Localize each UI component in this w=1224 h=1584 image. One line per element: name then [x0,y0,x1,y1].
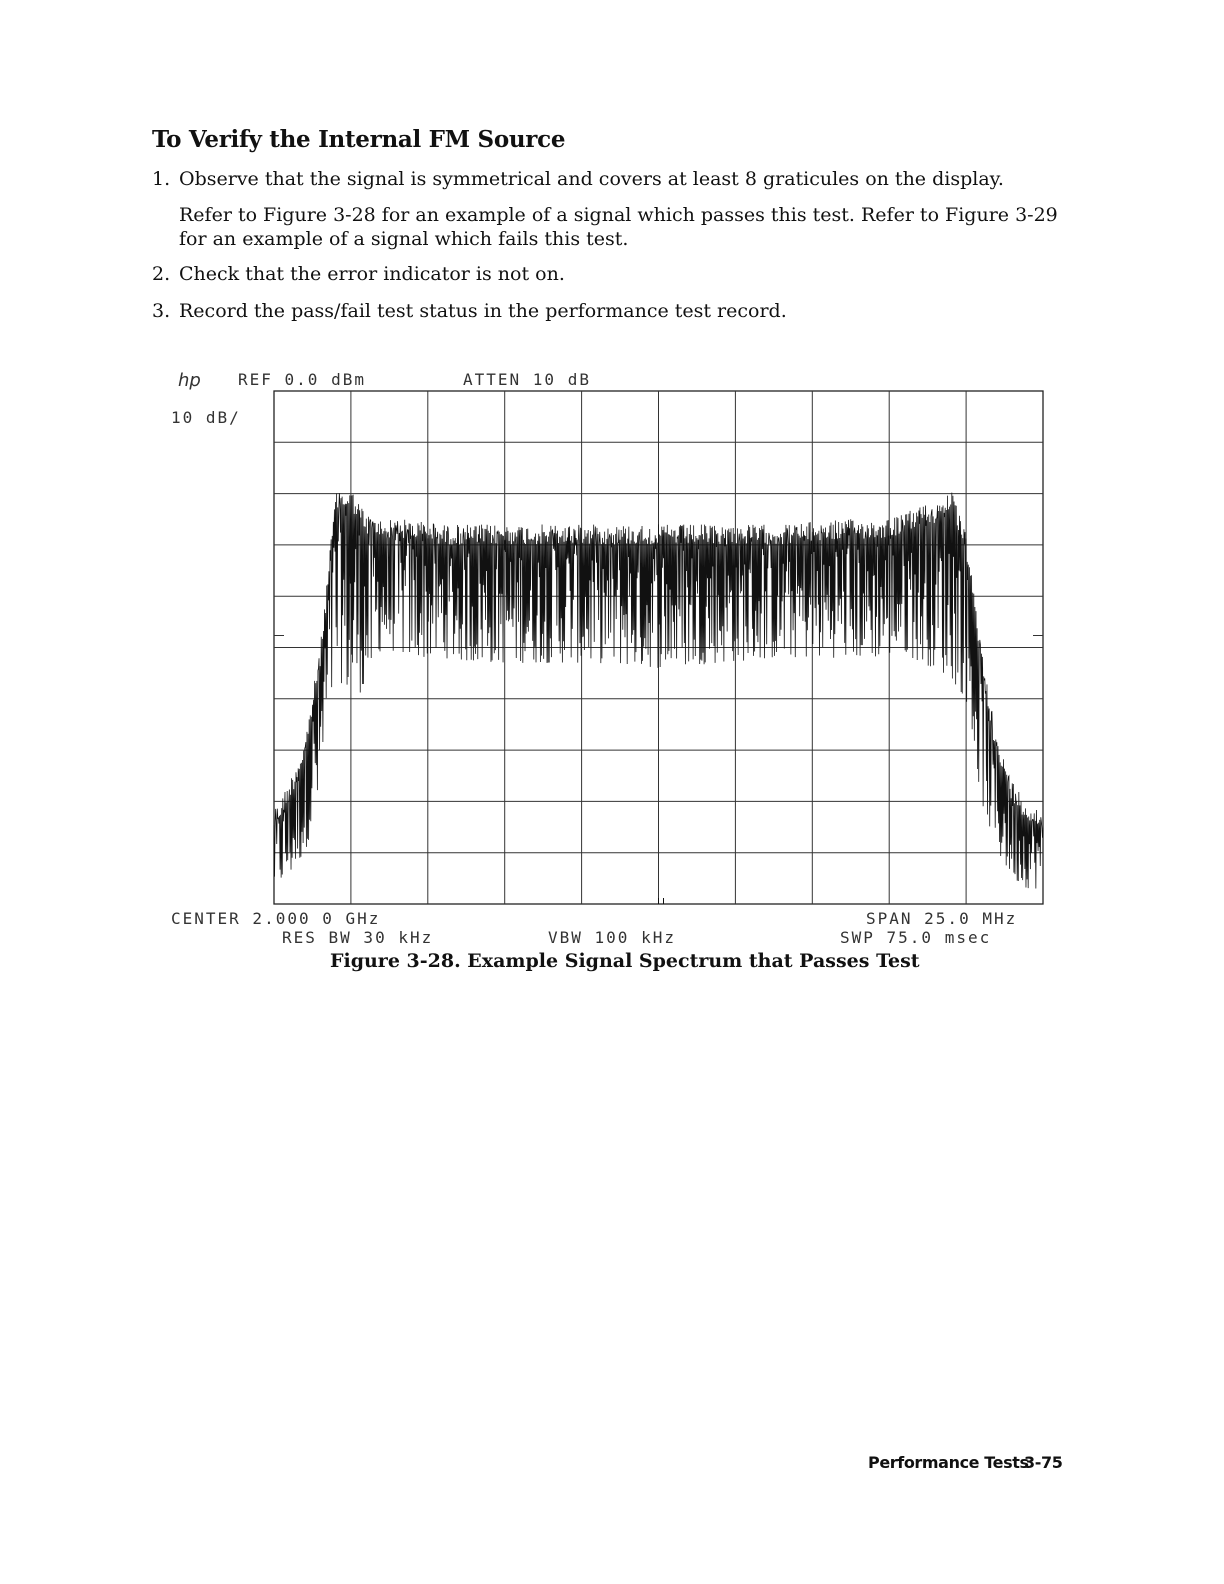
center-frequency-label: CENTER 2.000 0 GHz [171,909,381,928]
refer-line-1: Refer to Figure 3-28 for an example of a signal which passes this test. Refer to Figure 3-29 [179,204,1058,226]
footer-section: Performance Tests [868,1453,1029,1472]
hp-logo: hp [178,370,201,391]
span-label: SPAN 25.0 MHz [866,909,1018,928]
step-text: Observe that the signal is symmetrical and covers at least 8 graticules on the display. [179,168,1004,190]
attenuation-label: ATTEN 10 dB [463,370,591,389]
ref-level-label: REF 0.0 dBm [238,370,366,389]
video-bandwidth-label: VBW 100 kHz [548,928,676,947]
graticule [274,391,1043,904]
resolution-bandwidth-label: RES BW 30 kHz [282,928,434,947]
step-text: Record the pass/fail test status in the performance test record. [179,300,787,322]
figure-caption: Figure 3-28. Example Signal Spectrum that Passes Test [330,950,920,972]
refer-line-2: for an example of a signal which fails this test. [179,228,629,250]
step-number: 2. [152,263,171,285]
section-heading: To Verify the Internal FM Source [152,126,566,153]
scale-label: 10 dB/ [171,408,241,427]
step-number: 1. [152,168,171,190]
sweep-time-label: SWP 75.0 msec [840,928,992,947]
page-number: 3-75 [1024,1453,1063,1472]
step-number: 3. [152,300,171,322]
step-text: Check that the error indicator is not on. [179,263,565,285]
